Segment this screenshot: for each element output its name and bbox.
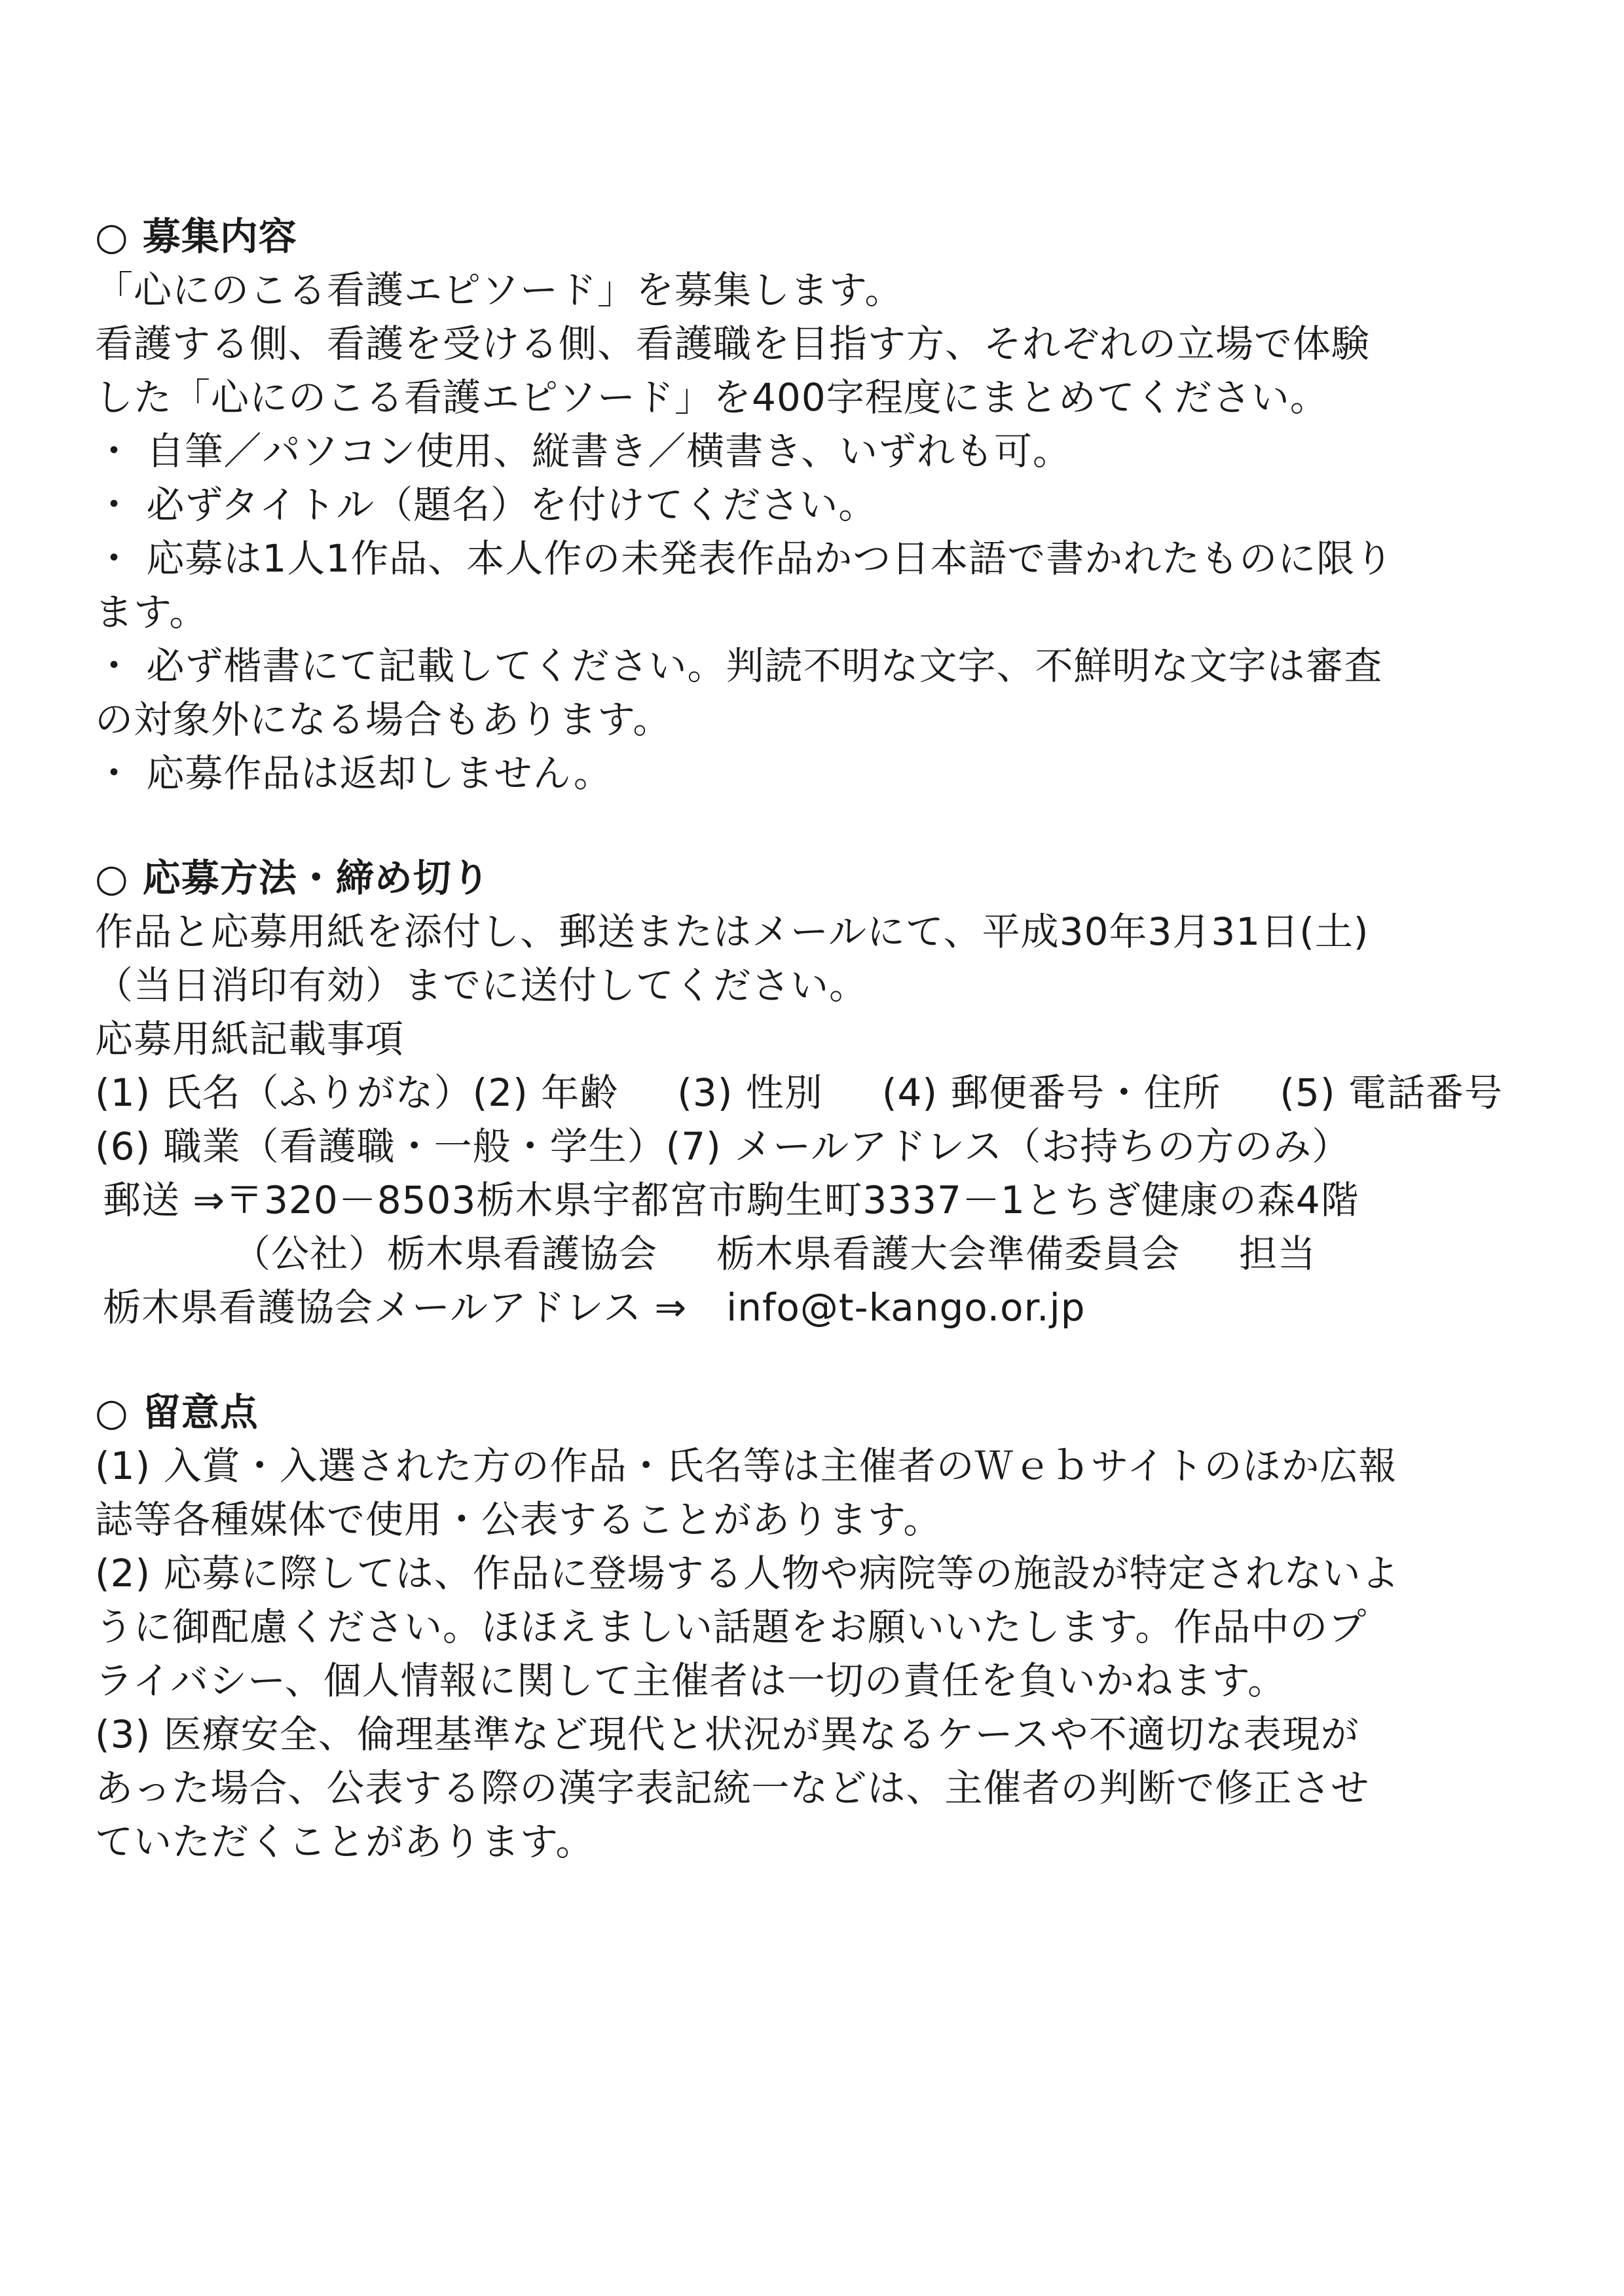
method-line-2: （当日消印有効）までに送付してください。 — [95, 963, 868, 1008]
notes-line-7: あった場合、公表する際の漢字表記統一などは、主催者の判断で修正させ — [95, 1766, 1370, 1810]
mail-address: info@t-kango.or.jp — [726, 1285, 1086, 1330]
section-heading-recruitment: ○ 募集内容 — [95, 214, 297, 259]
field-gender: (3) 性別 — [677, 1070, 823, 1115]
notes-line-6: (3) 医療安全、倫理基準など現代と状況が異なるケースや不適切な表現が — [95, 1712, 1359, 1757]
mail-label: 栃木県看護協会メールアドレス ⇒ — [103, 1285, 688, 1330]
section-application-method — [95, 851, 1536, 1334]
method-fields-row-2: (6) 職業（看護職・一般・学生）(7) メールアドレス（お持ちの方のみ） — [95, 1124, 1351, 1169]
recruit-bullet-limit-cont: ます。 — [95, 590, 208, 634]
postal-recipient — [95, 1227, 1536, 1281]
notes-line-5: ライバシー、個人情報に関して主催者は一切の責任を負いかねます。 — [95, 1658, 1287, 1703]
recruit-line-3: した「心にのこる看護エピソード」を400字程度にまとめてください。 — [95, 375, 1329, 420]
recruit-bullet-title: ・ 必ずタイトル（題名）を付けてください。 — [95, 483, 877, 527]
field-phone: (5) 電話番号 — [1280, 1070, 1504, 1115]
method-form-items-label: 応募用紙記載事項 — [95, 1017, 405, 1061]
notes-line-3: (2) 応募に際しては、作品に登場する人物や病院等の施設が特定されないよ — [95, 1551, 1400, 1595]
postal-org: （公社）栃木県看護協会 — [232, 1231, 658, 1276]
document-page — [95, 210, 1536, 1920]
recruit-line-1: 「心にのこる看護エピソード」を募集します。 — [95, 268, 904, 312]
recruit-bullet-limit: ・ 応募は1人1作品、本人作の未発表作品かつ日本語で書かれたものに限り — [95, 536, 1394, 581]
recruit-bullet-handwriting-cont: の対象外になる場合もあります。 — [95, 697, 672, 742]
recruit-bullet-handwriting: ・ 必ず楷書にて記載してください。判読不明な文字、不鮮明な文字は審査 — [95, 644, 1383, 688]
method-line-1: 作品と応募用紙を添付し、郵送またはメールにて、平成30年3月31日(土) — [95, 909, 1369, 954]
section-notes — [95, 1385, 1536, 1868]
notes-line-8: ていただくことがあります。 — [95, 1819, 595, 1864]
recruit-bullet-writing: ・ 自筆／パソコン使用、縦書き／横書き、いずれも可。 — [95, 429, 1071, 473]
postal-committee: 栃木県看護大会準備委員会 — [716, 1231, 1181, 1276]
postal-contact: 担当 — [1239, 1231, 1317, 1276]
section-heading-notes: ○ 留意点 — [95, 1390, 259, 1434]
mail-address-line — [95, 1281, 1536, 1334]
field-address: (4) 郵便番号・住所 — [881, 1070, 1221, 1115]
postal-address: 郵送 ⇒〒320－8503栃木県宇都宮市駒生町3337－1とちぎ健康の森4階 — [103, 1178, 1359, 1222]
notes-line-1: (1) 入賞・入選された方の作品・氏名等は主催者のＷｅｂサイトのほか広報 — [95, 1444, 1397, 1488]
notes-line-2: 誌等各種媒体で使用・公表することがあります。 — [95, 1497, 942, 1542]
recruit-bullet-return: ・ 応募作品は返却しません。 — [95, 751, 612, 795]
section-heading-method: ○ 応募方法・締め切り — [95, 856, 490, 900]
method-fields-row-1 — [95, 1066, 1536, 1120]
field-name-age: (1) 氏名（ふりがな）(2) 年齢 — [95, 1070, 619, 1115]
notes-line-4: うに御配慮ください。ほほえましい話題をお願いいたします。作品中のプ — [95, 1605, 1367, 1649]
recruit-line-2: 看護する側、看護を受ける側、看護職を目指す方、それぞれの立場で体験 — [95, 321, 1371, 366]
section-recruitment — [95, 210, 1536, 800]
